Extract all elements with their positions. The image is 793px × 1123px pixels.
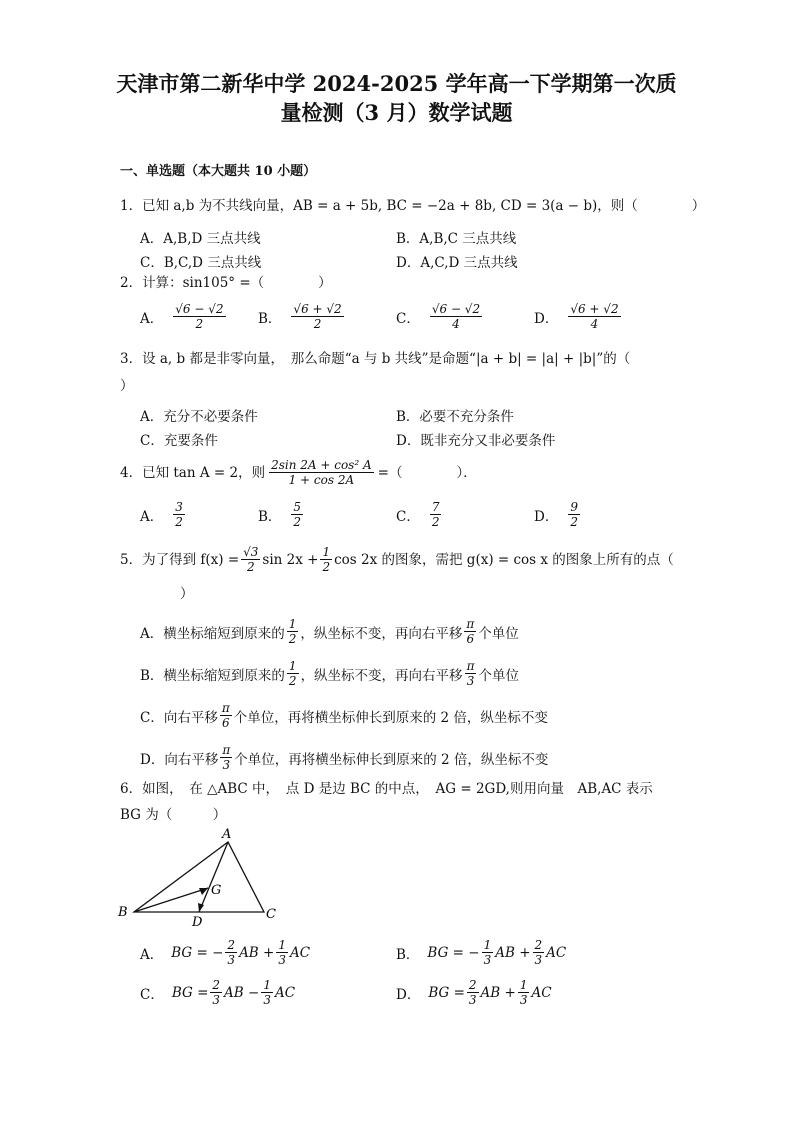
option-text: 个单位，再将横坐标伸长到原来的 2 倍，纵坐标不变: [233, 709, 548, 726]
option-text: BG =: [428, 984, 465, 1001]
option-label: D．: [396, 986, 421, 1003]
option-text: 个单位: [478, 667, 519, 684]
denominator: 3: [278, 953, 286, 967]
option-label: C．: [396, 508, 420, 525]
fraction: [173, 302, 225, 331]
option-text: A．横坐标缩短到原来的: [140, 625, 285, 642]
option-label: D．: [534, 310, 559, 327]
numerator: 5: [293, 500, 302, 514]
numerator: π: [222, 743, 231, 757]
denominator: 2: [175, 515, 183, 529]
q4-stem-pre: 4．已知 tan A = 2，则: [120, 464, 266, 481]
fraction: [210, 978, 222, 1007]
option-text: AC: [546, 944, 567, 961]
q2-option-d[interactable]: [534, 302, 623, 331]
denominator: 3: [227, 953, 236, 967]
numerator: 2: [227, 938, 236, 952]
denominator: 2: [293, 515, 302, 529]
numerator: 3: [175, 500, 183, 514]
exam-title-line1: 天津市第二新华中学 2024-2025 学年高一下学期第一次质: [116, 71, 677, 96]
q1-option-d[interactable]: D．A,C,D 三点共线: [396, 255, 518, 271]
q6-option-c[interactable]: [140, 978, 295, 1007]
q3-option-c[interactable]: C．充要条件: [140, 433, 218, 449]
fraction: [220, 743, 232, 772]
fraction: [225, 938, 237, 967]
q1-option-c[interactable]: C．B,C,D 三点共线: [140, 255, 262, 271]
option-text: BG = −: [171, 944, 224, 961]
option-text: 个单位，再将横坐标伸长到原来的 2 倍，纵坐标不变: [234, 751, 549, 768]
fraction: [568, 500, 580, 529]
denominator: 2: [313, 317, 322, 331]
denominator: 3: [519, 993, 528, 1007]
numerator: 1: [278, 938, 286, 952]
question-3-stem: 3．设 a, b 都是非零向量， 那么命题“a 与 b 共线”是命题“|a + b| = |a| + |b|”的（: [120, 351, 631, 367]
fraction: [261, 978, 273, 1007]
denominator: 4: [590, 317, 599, 331]
option-label: B．: [258, 508, 282, 525]
question-2-stem: 2．计算：sin105° =（ ）: [120, 275, 332, 291]
fraction: [276, 938, 288, 967]
question-4-stem: [120, 458, 477, 487]
option-label: A．: [140, 310, 164, 327]
denominator: 3: [483, 953, 492, 967]
denominator: 1 + cos 2A: [288, 473, 355, 487]
denominator: 3: [534, 953, 543, 967]
numerator: 1: [288, 617, 297, 631]
label-a: A: [222, 827, 232, 842]
option-text: AB −: [224, 984, 260, 1001]
fraction: [430, 302, 482, 331]
numerator: 2: [468, 978, 477, 992]
numerator: 7: [431, 500, 440, 514]
q6-option-d[interactable]: [396, 978, 552, 1007]
option-text: AC: [274, 984, 296, 1001]
numerator: π: [466, 659, 475, 673]
label-c: C: [266, 907, 276, 922]
q4-fraction: [269, 458, 374, 487]
q3-option-d[interactable]: D．既非充分又非必要条件: [396, 433, 556, 449]
question-6-stem: 6．如图， 在 △ABC 中， 点 D 是边 BC 的中点， AG = 2GD,则用向量 AB,AC 表示: [120, 781, 653, 797]
q5-option-d[interactable]: [140, 743, 548, 772]
fraction: [467, 978, 479, 1007]
option-label: A．: [140, 508, 164, 525]
q6-option-b[interactable]: [396, 938, 566, 967]
denominator: 2: [570, 515, 578, 529]
segment-bg: [134, 888, 208, 912]
denominator: 2: [246, 560, 255, 574]
fraction: [430, 500, 442, 529]
numerator: 1: [519, 978, 528, 992]
numerator: √6 + √2: [570, 302, 619, 316]
option-label: C．: [140, 986, 164, 1003]
numerator: 1: [263, 978, 271, 992]
option-text: AB +: [495, 944, 531, 961]
fraction: [220, 701, 232, 730]
option-text: AC: [531, 984, 552, 1001]
q4-stem-post: =（ ）．: [377, 464, 477, 481]
fraction: [291, 500, 303, 529]
numerator: π: [221, 701, 230, 715]
denominator: 6: [221, 716, 230, 730]
numerator: 2: [212, 978, 221, 992]
option-text: 个单位: [478, 625, 519, 642]
denominator: 2: [195, 317, 204, 331]
question-3-stem-cont: ）: [120, 378, 134, 394]
denominator: 3: [222, 758, 231, 772]
question-6-stem-cont: BG 为（ ）: [120, 807, 227, 823]
denominator: 3: [466, 674, 475, 688]
q4-option-d[interactable]: [534, 500, 582, 529]
option-text: B．横坐标缩短到原来的: [140, 667, 285, 684]
fraction: [518, 978, 530, 1007]
option-text: BG =: [171, 984, 209, 1001]
denominator: 2: [288, 674, 297, 688]
label-b: B: [118, 905, 128, 920]
fraction: [568, 302, 620, 331]
option-text: AB +: [480, 984, 516, 1001]
section-heading: 一、单选题（本大题共 10 小题）: [120, 164, 317, 179]
q5-option-b[interactable]: [140, 659, 519, 688]
fraction: [241, 545, 260, 574]
denominator: 3: [263, 993, 271, 1007]
denominator: 3: [468, 993, 477, 1007]
q5-stem-mid: sin 2x +: [262, 551, 319, 568]
option-label: D．: [534, 508, 559, 525]
option-text: ，纵坐标不变，再向右平移: [300, 667, 463, 684]
denominator: 4: [452, 317, 460, 331]
q5-option-a[interactable]: [140, 617, 519, 646]
numerator: 1: [483, 938, 492, 952]
numerator: √3: [243, 545, 259, 559]
q3-option-a[interactable]: A．充分不必要条件: [140, 409, 258, 425]
fraction: [287, 617, 299, 646]
q4-option-b[interactable]: [258, 500, 305, 529]
option-text: BG = −: [427, 944, 480, 961]
q1-option-b[interactable]: B．A,B,C 三点共线: [396, 231, 517, 247]
option-text: ，纵坐标不变，再向右平移: [300, 625, 463, 642]
q5-stem-post: cos 2x 的图象，需把 g(x) = cos x 的图象上所有的点（: [334, 551, 674, 568]
fraction: [533, 938, 545, 967]
q3-option-b[interactable]: B．必要不充分条件: [396, 409, 514, 425]
option-text: D．向右平移: [140, 751, 219, 768]
denominator: 2: [431, 515, 440, 529]
question-1-stem: 1．已知 a,b 为不共线向量，AB = a + 5b, BC = −2a + 8b, CD = 3(a − b)，则（ ）: [120, 198, 706, 214]
fraction: [287, 659, 299, 688]
q4-option-c[interactable]: [396, 500, 443, 529]
fraction: [465, 659, 477, 688]
question-5-stem: [120, 545, 674, 574]
numerator: √6 − √2: [431, 302, 481, 316]
triangle-abc: [134, 842, 264, 912]
option-label: C．: [396, 310, 420, 327]
fraction: [464, 617, 476, 646]
denominator: 2: [322, 560, 331, 574]
q2-option-a[interactable]: [140, 302, 228, 331]
q1-option-a[interactable]: A．A,B,D 三点共线: [140, 231, 261, 247]
option-text: AB +: [239, 944, 275, 961]
option-text: C．向右平移: [140, 709, 218, 726]
numerator: π: [466, 617, 475, 631]
fraction: [320, 545, 332, 574]
arrowhead-d: [198, 903, 204, 912]
q4-option-a[interactable]: [140, 500, 187, 529]
option-text: AC: [289, 944, 311, 961]
option-label: B．: [258, 310, 282, 327]
numerator: √6 − √2: [175, 302, 224, 316]
numerator: √6 + √2: [293, 302, 342, 316]
numerator: 9: [570, 500, 578, 514]
option-label: B．: [396, 946, 420, 963]
triangle-figure: [112, 826, 292, 930]
label-d: D: [192, 915, 203, 930]
q6-option-a[interactable]: [140, 938, 310, 967]
numerator: 2: [534, 938, 543, 952]
question-5-stem-cont: ）: [180, 586, 194, 602]
denominator: 6: [466, 632, 475, 646]
numerator: 1: [288, 659, 297, 673]
fraction: [482, 938, 494, 967]
q5-stem-pre: 5．为了得到 f(x) =: [120, 551, 240, 568]
fraction: [291, 302, 343, 331]
option-label: A．: [140, 946, 164, 963]
q5-option-c[interactable]: [140, 701, 548, 730]
denominator: 3: [212, 993, 221, 1007]
numerator: 2sin 2A + cos² A: [271, 458, 372, 472]
exam-title-line2: 量检测（3 月）数学试题: [280, 100, 513, 125]
q2-option-c[interactable]: [396, 302, 484, 331]
label-g: G: [211, 883, 222, 898]
q2-option-b[interactable]: [258, 302, 346, 331]
numerator: 1: [322, 545, 331, 559]
fraction: [173, 500, 185, 529]
denominator: 2: [288, 632, 297, 646]
